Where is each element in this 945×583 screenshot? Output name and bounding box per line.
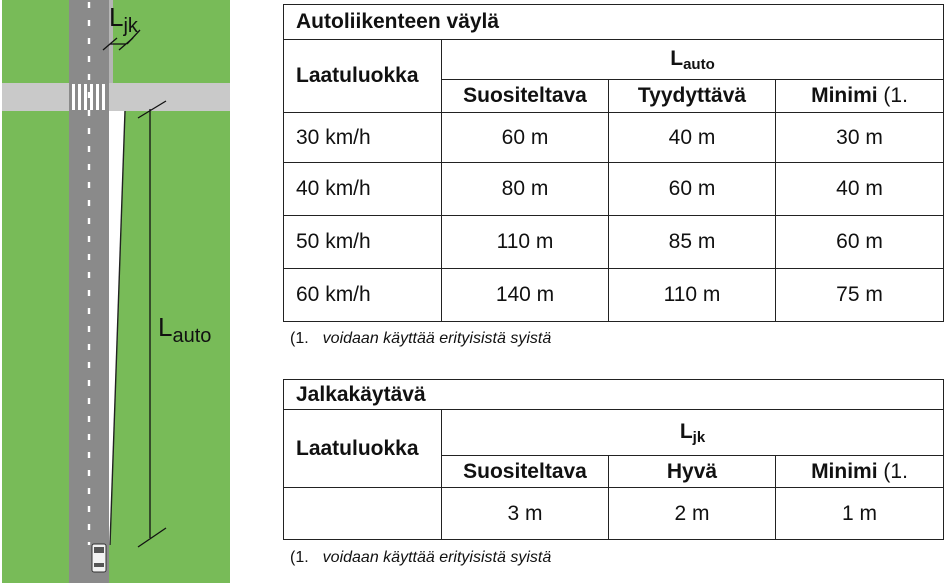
footnote-mark: (1. [290,549,309,566]
table-cell: 60 m [442,113,609,163]
table-cell: 85 m [609,216,776,269]
table-row-label: 30 km/h [284,113,442,163]
table-cell: 30 m [776,113,944,163]
table-cell: 75 m [776,269,944,322]
car-icon [92,544,106,572]
table-title: Autoliikenteen väylä [284,5,944,40]
column-header: Suositeltava [442,80,609,113]
sidewalk-requirements-table [283,379,944,540]
auto-requirements-table [283,4,944,322]
label-l-auto: $L_{auto}$ [158,312,212,347]
table-cell: 60 m [609,163,776,216]
footnote-text: voidaan käyttää erityisistä syistä [322,549,552,566]
table-cell: 110 m [442,216,609,269]
footnote-mark: (1. [290,330,309,347]
table-cell: 110 m [609,269,776,322]
road-diagram [0,0,232,583]
footnote-text: voidaan käyttää erityisistä syistä [322,330,552,347]
column-header: Suositeltava [442,456,609,488]
table-cell: 40 m [776,163,944,216]
table-cell: 80 m [442,163,609,216]
table-row-label [284,488,442,540]
label-l-jk: $L_{jk}$ [109,2,138,37]
measure-header: $L_{jk}$ [442,410,944,456]
measure-header: $L_{auto}$ [442,40,944,80]
table-row-label: 60 km/h [284,269,442,322]
table-cell: 60 m [776,216,944,269]
cross-road [2,83,230,111]
table-cell: 1 m [776,488,944,540]
column-header: Minimi (1. [776,456,944,488]
column-header: Minimi (1. [776,80,944,113]
table-cell: 3 m [442,488,609,540]
row-header: Laatuluokka [284,410,442,488]
table-title: Jalkakäytävä [284,380,944,410]
table-row-label: 40 km/h [284,163,442,216]
row-header: Laatuluokka [284,40,442,113]
table-cell: 40 m [609,113,776,163]
column-header: Hyvä [609,456,776,488]
column-header: Tyydyttävä [609,80,776,113]
table-row-label: 50 km/h [284,216,442,269]
table-cell: 2 m [609,488,776,540]
table-cell: 140 m [442,269,609,322]
footnote [290,330,551,348]
footnote [290,549,551,567]
